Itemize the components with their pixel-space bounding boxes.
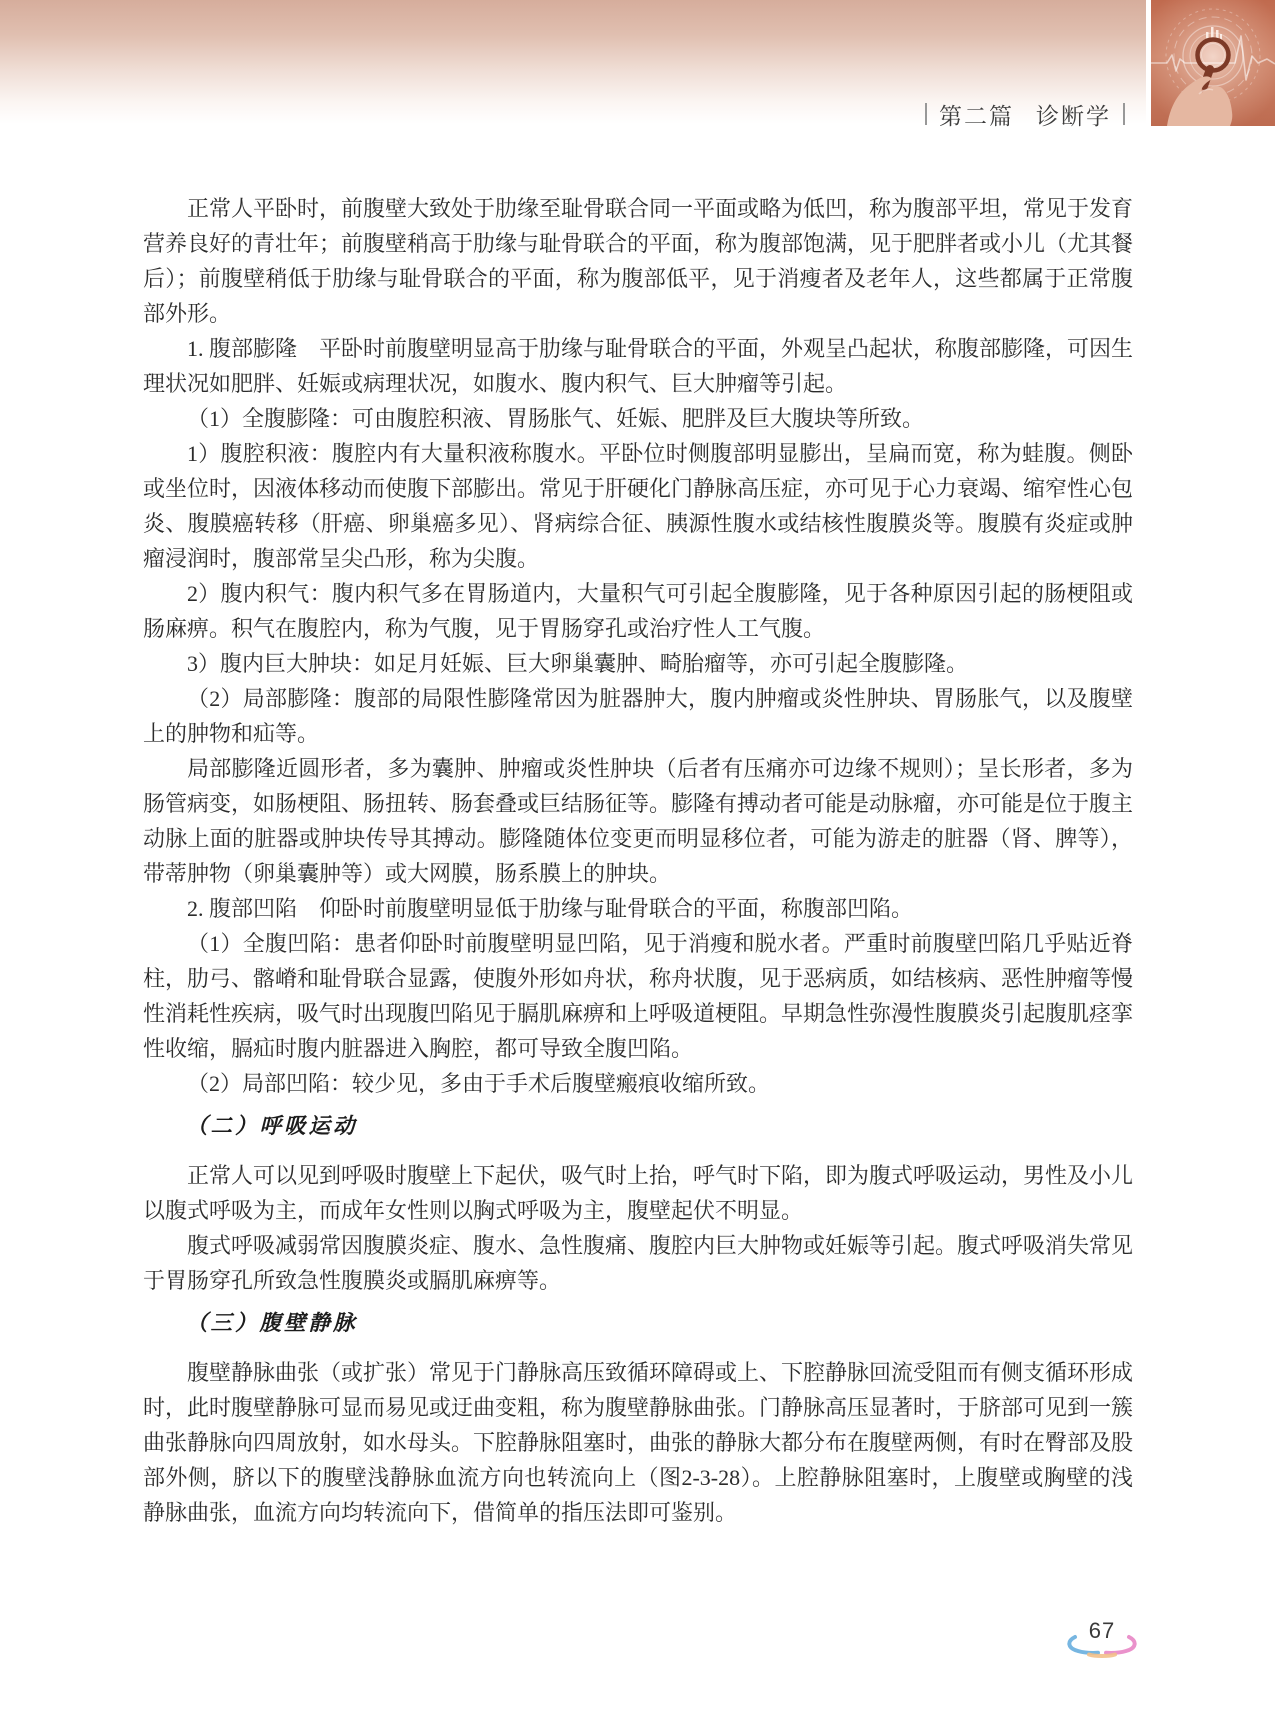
section-heading: （三）腹壁静脉 bbox=[186, 1311, 358, 1335]
body-paragraph: 正常人可以见到呼吸时腹壁上下起伏，吸气时上抬，呼气时下陷，即为腹式呼吸运动，男性及小儿以腹式呼吸为主，而成年女性则以胸式呼吸为主，腹壁起伏不明显。 bbox=[143, 1163, 1134, 1223]
running-header bbox=[913, 99, 1137, 129]
header-subject-label: 诊断学 bbox=[1036, 103, 1111, 129]
body-paragraph: （1）全腹凹陷：患者仰卧时前腹壁明显凹陷，见于消瘦和脱水者。严重时前腹壁凹陷几乎贴近脊柱，肋弓、髂嵴和耻骨联合显露，使腹外形如舟状，称舟状腹，见于恶病质，如结核病、恶性肿瘤等慢性消耗性疾病，吸气时出现腹凹陷见于膈肌麻痹和上呼吸道梗阻。早期急性弥漫性腹膜炎引起腹肌痉挛性收缩，膈疝时腹内脏器进入胸腔，都可导致全腹凹陷。 bbox=[143, 931, 1134, 1061]
header-divider-bar bbox=[1123, 103, 1125, 125]
page-body bbox=[143, 191, 1133, 1530]
header-divider-bar bbox=[925, 103, 927, 125]
body-paragraph: 1）腹腔积液：腹腔内有大量积液称腹水。平卧位时侧腹部明显膨出，呈扁而宽，称为蛙腹。侧卧或坐位时，因液体移动而使腹下部膨出。常见于肝硬化门静脉高压症，亦可见于心力衰竭、缩窄性心包炎、腹膜癌转移（肝癌、卵巢癌多见）、肾病综合征、胰源性腹水或结核性腹膜炎等。腹膜有炎症或肿瘤浸润时，腹部常呈尖凸形，称为尖腹。 bbox=[143, 441, 1134, 571]
header-part-label: 第二篇 bbox=[939, 103, 1014, 129]
body-paragraph: （1）全腹膨隆：可由腹腔积液、胃肠胀气、妊娠、肥胖及巨大腹块等所致。 bbox=[187, 406, 925, 431]
page-number: 67 bbox=[1088, 1618, 1116, 1643]
body-paragraph: 2. 腹部凹陷 仰卧时前腹壁明显低于肋缘与耻骨联合的平面，称腹部凹陷。 bbox=[187, 896, 914, 921]
chapter-decoration-photo bbox=[1146, 0, 1275, 126]
magnifier-lens bbox=[1198, 40, 1229, 71]
body-paragraph: 1. 腹部膨隆 平卧时前腹壁明显高于肋缘与耻骨联合的平面，外观呈凸起状，称腹部膨隆，可因生理状况如肥胖、妊娠或病理状况，如腹水、腹内积气、巨大肿瘤等引起。 bbox=[143, 336, 1134, 396]
body-paragraph: （2）局部凹陷：较少见，多由于手术后腹壁瘢痕收缩所致。 bbox=[187, 1071, 771, 1096]
body-paragraph: 2）腹内积气：腹内积气多在胃肠道内，大量积气可引起全腹膨隆，见于各种原因引起的肠梗阻或肠麻痹。积气在腹腔内，称为气腹，见于胃肠穿孔或治疗性人工气腹。 bbox=[143, 581, 1133, 641]
body-paragraph: （2）局部膨隆：腹部的局限性膨隆常因为脏器肿大，腹内肿瘤或炎性肿块、胃肠胀气，以及腹壁上的肿物和疝等。 bbox=[143, 686, 1133, 746]
page-footer bbox=[1063, 1617, 1141, 1659]
magnifier-ecg-illustration bbox=[1151, 0, 1275, 126]
body-paragraph: 腹壁静脉曲张（或扩张）常见于门静脉高压致循环障碍或上、下腔静脉回流受阻而有侧支循环形成时，此时腹壁静脉可显而易见或迂曲变粗，称为腹壁静脉曲张。门静脉高压显著时，于脐部可见到一簇曲张静脉向四周放射，如水母头。下腔静脉阻塞时，曲张的静脉大都分布在腹壁两侧，有时在臀部及股部外侧，脐以下的腹壁浅静脉血流方向也转流向上（图2-3-28）。上腔静脉阻塞时，上腹壁或胸壁的浅静脉曲张，血流方向均转流向下，借简单的指压法即可鉴别。 bbox=[143, 1360, 1134, 1525]
section-heading: （二）呼吸运动 bbox=[186, 1114, 358, 1138]
body-paragraph: 腹式呼吸减弱常因腹膜炎症、腹水、急性腹痛、腹腔内巨大肿物或妊娠等引起。腹式呼吸消失常见于胃肠穿孔所致急性腹膜炎或膈肌麻痹等。 bbox=[143, 1233, 1134, 1293]
body-paragraph: 3）腹内巨大肿块：如足月妊娠、巨大卵巢囊肿、畸胎瘤等，亦可引起全腹膨隆。 bbox=[187, 651, 969, 676]
body-paragraph: 正常人平卧时，前腹壁大致处于肋缘至耻骨联合同一平面或略为低凹，称为腹部平坦，常见于发育营养良好的青壮年；前腹壁稍高于肋缘与耻骨联合的平面，称为腹部饱满，见于肥胖者或小儿（尤其餐后）；前腹壁稍低于肋缘与耻骨联合的平面，称为腹部低平，见于消瘦者及老年人，这些都属于正常腹部外形。 bbox=[143, 196, 1134, 326]
body-paragraph: 局部膨隆近圆形者，多为囊肿、肿瘤或炎性肿块（后者有压痛亦可边缘不规则）；呈长形者，多为肠管病变，如肠梗阻、肠扭转、肠套叠或巨结肠征等。膨隆有搏动者可能是动脉瘤，亦可能是位于腹主动脉上面的脏器或肿块传导其搏动。膨隆随体位变更而明显移位者，可能为游走的脏器（肾、脾等），带蒂肿物（卵巢囊肿等）或大网膜，肠系膜上的肿块。 bbox=[143, 756, 1134, 886]
